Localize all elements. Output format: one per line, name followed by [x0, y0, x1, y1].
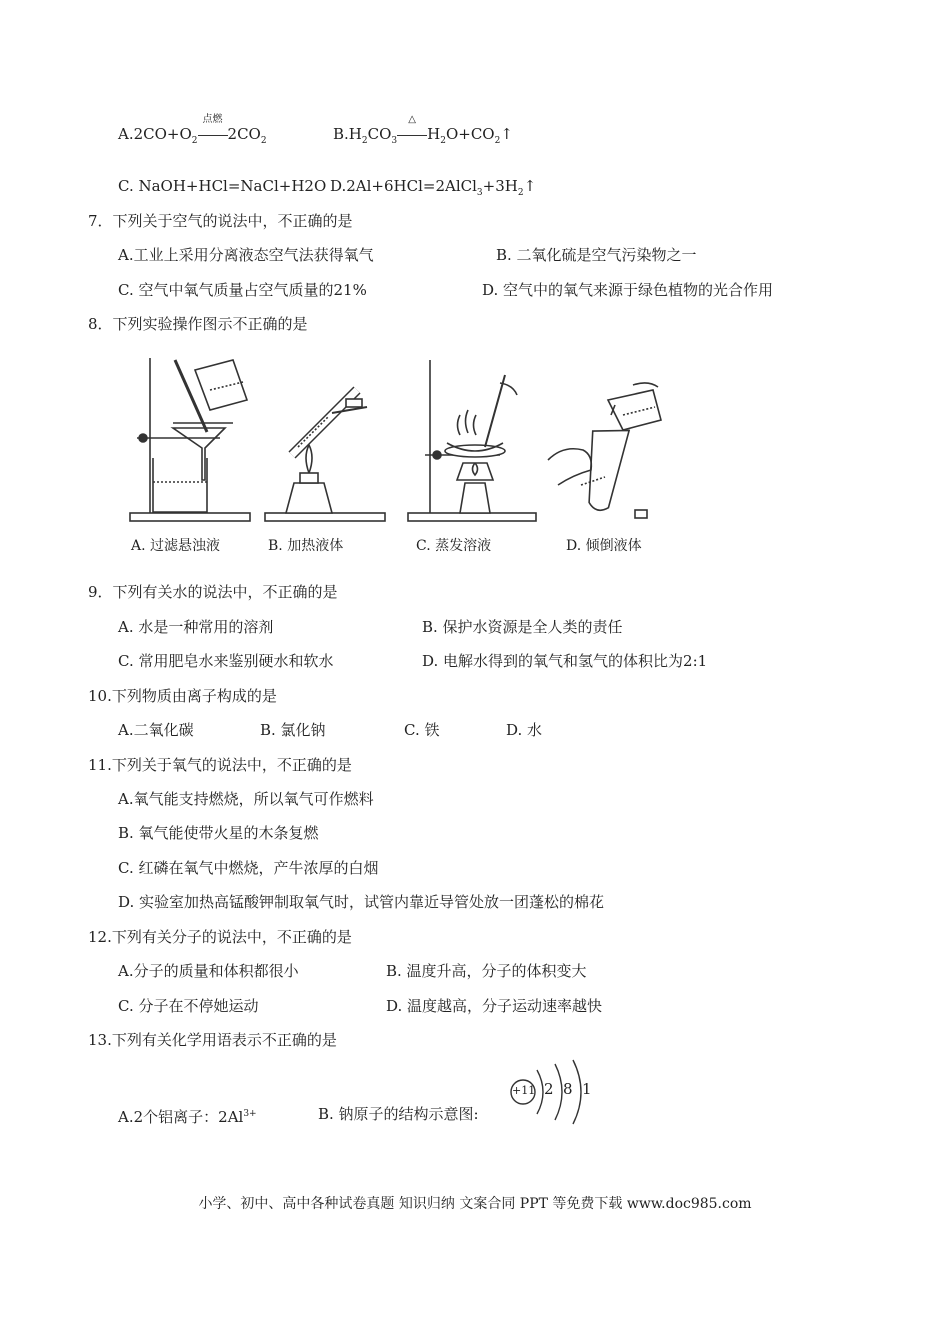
q11-option-d: D. 实验室加热高锰酸钾制取氧气时，试管内靠近导管处放一团蓬松的棉花 — [118, 893, 605, 911]
q6-b-gas-arrow: ↑ — [500, 125, 513, 143]
q6-d-sub2: 2 — [517, 188, 524, 198]
sodium-atom-diagram — [505, 1058, 605, 1126]
figure-evaporation — [405, 355, 540, 530]
q6-b-sub3: 2 — [440, 136, 446, 146]
q11-option-a: A.氧气能支持燃烧，所以氧气可作燃料 — [118, 790, 374, 808]
q6-option-a — [118, 114, 267, 151]
atom-nucleus-charge: +11 — [512, 1084, 536, 1097]
q6-b-reaction-arrow — [397, 114, 427, 144]
q12-option-a: A.分子的质量和体积都很小 — [118, 962, 299, 980]
q13-a-sup: 3+ — [243, 1109, 257, 1119]
q6-a-post: 2CO — [227, 125, 261, 143]
q9-option-b: B. 保护水资源是全人类的责任 — [422, 618, 623, 636]
q6-a-reaction-arrow — [198, 114, 228, 144]
q10-option-a: A.二氧化碳 — [118, 721, 194, 739]
q9-option-c: C. 常用肥皂水来鉴别硬水和软水 — [118, 652, 334, 670]
figure-pouring-liquid — [543, 375, 668, 525]
q6-b-pre: B.H — [333, 125, 362, 143]
q6-option-c: C. NaOH+HCl=NaCl+H2O — [118, 177, 327, 195]
q6-d-pre: D.2Al+6HCl=2AlCl — [330, 177, 477, 195]
q13-a-pre: A.2个铝离子：2Al — [118, 1108, 244, 1126]
q6-a-sub2: 2 — [260, 136, 267, 146]
q12-option-d: D. 温度越高，分子运动速率越快 — [386, 997, 603, 1015]
q13-option-b: B. 钠原子的结构示意图: — [318, 1105, 479, 1123]
q11-stem: 11.下列关于氧气的说法中，不正确的是 — [88, 756, 352, 774]
q6-d-mid: +3H — [482, 177, 518, 195]
q11-option-c: C. 红磷在氧气中燃烧，产牛浓厚的白烟 — [118, 859, 379, 877]
q7-stem: 7．下列关于空气的说法中，不正确的是 — [88, 212, 353, 230]
q6-b-mid1: CO — [367, 125, 392, 143]
q9-option-a: A. 水是一种常用的溶剂 — [118, 618, 274, 636]
q8-stem: 8．下列实验操作图示不正确的是 — [88, 315, 308, 333]
q6-b-post1: H — [427, 125, 441, 143]
q10-option-c: C. 铁 — [404, 721, 440, 739]
q7-option-a: A.工业上采用分离液态空气法获得氧气 — [118, 246, 374, 264]
q6-a-condition: 点燃 — [202, 114, 223, 125]
q12-stem: 12.下列有关分子的说法中，不正确的是 — [88, 928, 352, 946]
figure-c-caption: C. 蒸发溶液 — [416, 538, 492, 554]
q6-a-pre: A.2CO+O — [118, 125, 192, 143]
q6-option-d — [330, 176, 536, 203]
q11-option-b: B. 氧气能使带火星的木条复燃 — [118, 824, 319, 842]
q6-b-sub4: 2 — [494, 136, 501, 146]
q6-a-sub1: 2 — [191, 136, 198, 146]
q6-b-condition: △ — [408, 114, 416, 125]
page-footer: 小学、初中、高中各种试卷真题 知识归纳 文案合同 PPT 等免费下载 www.doc985.com — [198, 1196, 752, 1212]
q7-option-c: C. 空气中氧气质量占空气质量的21% — [118, 281, 367, 299]
q6-b-post2: O+CO — [445, 125, 495, 143]
atom-shell-1-electrons: 2 — [544, 1080, 554, 1098]
q6-d-sub1: 3 — [476, 188, 483, 198]
q12-option-b: B. 温度升高，分子的体积变大 — [386, 962, 587, 980]
figure-heating-liquid — [262, 385, 392, 530]
q10-stem: 10.下列物质由离子构成的是 — [88, 687, 277, 705]
q12-option-c: C. 分子在不停她运动 — [118, 997, 259, 1015]
q10-option-d: D. 水 — [506, 721, 543, 739]
figure-d-caption: D. 倾倒液体 — [566, 538, 642, 554]
q9-option-d: D. 电解水得到的氧气和氢气的体积比为2:1 — [422, 652, 708, 670]
q9-stem: 9．下列有关水的说法中，不正确的是 — [88, 583, 338, 601]
q7-option-b: B. 二氧化硫是空气污染物之一 — [496, 246, 697, 264]
figure-b-caption: B. 加热液体 — [268, 538, 344, 554]
q7-option-d: D. 空气中的氧气来源于绿色植物的光合作用 — [482, 281, 774, 299]
q13-option-a — [118, 1104, 257, 1127]
q6-b-sub1: 2 — [361, 136, 368, 146]
q6-option-b — [333, 114, 513, 151]
q6-d-gas-arrow: ↑ — [523, 177, 537, 195]
figure-filtration — [125, 350, 260, 530]
atom-shell-3-electrons: 1 — [582, 1080, 592, 1098]
figure-a-caption: A. 过滤悬浊液 — [131, 538, 221, 554]
q10-option-b: B. 氯化钠 — [260, 721, 326, 739]
q6-b-sub2: 3 — [391, 136, 398, 146]
atom-shell-2-electrons: 8 — [563, 1080, 573, 1098]
q13-stem: 13.下列有关化学用语表示不正确的是 — [88, 1031, 337, 1049]
